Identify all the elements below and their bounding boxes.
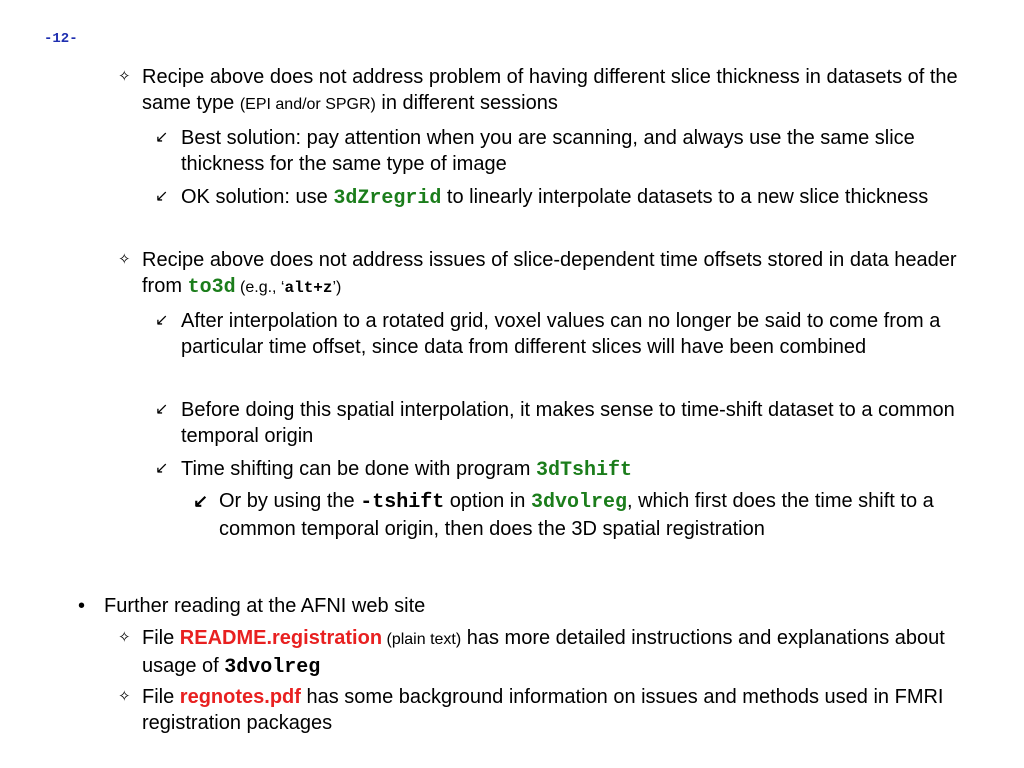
bullet-time-offsets: ✧ Recipe above does not address issues of slice-dependent time offsets stored in data header from to3d (e.g., ‘alt+z’)	[118, 249, 957, 299]
option-tshift: -tshift	[360, 491, 445, 514]
bullet-before-interpolation: ↙ Before doing this spatial interpolation, it makes sense to time-shift dataset to a common temporal origin	[155, 399, 955, 447]
diamond-star-icon: ✧	[118, 251, 131, 268]
check-arrow-icon: ↙	[155, 401, 169, 418]
bullet-readme-registration: ✧ File README.registration (plain text) has more detailed instructions and explanations about usage of 3dvolreg	[118, 627, 945, 679]
bullet-tshift-option: ↙ Or by using the -tshift option in 3dvolreg, which first does the time shift to a common temporal origin, then does the 3D spatial registration	[193, 490, 934, 540]
bullet-after-interpolation: ↙ After interpolation to a rotated grid, voxel values can no longer be said to come from a particular time offset, since data from different slices will have been combined	[155, 310, 941, 358]
command-3dZregrid: 3dZregrid	[333, 187, 442, 210]
command-3dvolreg: 3dvolreg	[530, 491, 627, 514]
check-arrow-icon: ↙	[155, 312, 169, 329]
link-regnotes-pdf[interactable]: regnotes.pdf	[179, 686, 301, 708]
diamond-star-icon: ✧	[118, 688, 131, 705]
bullet-ok-solution: ↙ OK solution: use 3dZregrid to linearly interpolate datasets to a new slice thickness	[155, 186, 929, 210]
check-arrow-icon: ↙	[155, 460, 169, 477]
diamond-star-icon: ✧	[118, 629, 131, 646]
bullet-further-reading: • Further reading at the AFNI web site	[78, 595, 426, 617]
diamond-star-icon: ✧	[118, 68, 131, 85]
option-alt-z: alt+z	[284, 279, 333, 297]
bullet-regnotes: ✧ File regnotes.pdf has some background information on issues and methods used in FMRI registration packages	[118, 686, 944, 734]
check-arrow-icon: ↙	[155, 188, 169, 205]
check-arrow-icon: ↙	[155, 129, 169, 146]
command-to3d: to3d	[187, 276, 236, 299]
command-3dvolreg-ref: 3dvolreg	[224, 656, 321, 679]
bold-arrow-icon: ↙	[193, 491, 209, 511]
bullet-dot-icon: •	[78, 595, 86, 617]
link-readme-registration[interactable]: README.registration	[179, 627, 383, 649]
bullet-slice-thickness: ✧ Recipe above does not address problem of having different slice thickness in datasets of the same type (EPI and/or SPGR) in different sessions	[118, 66, 958, 114]
command-3dTshift: 3dTshift	[536, 459, 633, 482]
page-number: -12-	[44, 31, 78, 47]
bullet-best-solution: ↙ Best solution: pay attention when you are scanning, and always use the same slice thickness for the same type of image	[155, 127, 915, 175]
bullet-time-shifting: ↙ Time shifting can be done with program 3dTshift	[155, 458, 633, 482]
